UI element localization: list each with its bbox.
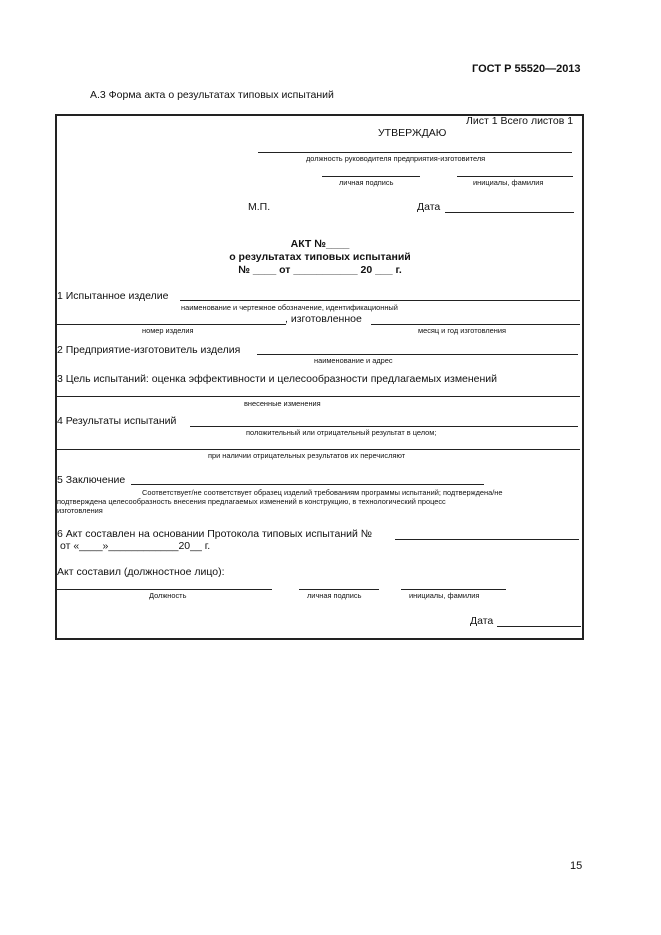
item5-hint-line3: изготовления xyxy=(57,506,103,515)
item1-label: 1 Испытанное изделие xyxy=(57,290,169,302)
approve-label: УТВЕРЖДАЮ xyxy=(378,127,447,139)
signature-line[interactable] xyxy=(322,176,420,177)
date-line-top[interactable] xyxy=(445,212,574,213)
item5-line[interactable] xyxy=(131,484,484,485)
item4-line2[interactable] xyxy=(57,449,580,450)
item3-label: 3 Цель испытаний: оценка эффективности и целесообразности предлагаемых изменений xyxy=(57,373,498,385)
signature2-hint: личная подпись xyxy=(307,591,362,600)
item5-hint-line2: подтверждена целесообразность внесения предлагаемых изменений в конструкцию, в технологический процесс xyxy=(57,497,446,506)
item6-protocol-line[interactable] xyxy=(395,539,579,540)
item6-label: 6 Акт составлен на основании Протокола типовых испытаний № xyxy=(57,528,373,540)
page-number: 15 xyxy=(570,860,583,872)
item1-manufactured: , изготовленное xyxy=(285,313,362,325)
item1-hint: наименование и чертежное обозначение, идентификационный xyxy=(181,303,398,312)
item1-hint-month: месяц и год изготовления xyxy=(418,326,507,335)
item1-hint-number: номер изделия xyxy=(142,326,194,335)
initials2-line[interactable] xyxy=(401,589,506,590)
item4-line[interactable] xyxy=(190,426,578,427)
date-label-top: Дата xyxy=(417,201,441,213)
item1-month-line[interactable] xyxy=(371,324,580,325)
item3-hint: внесенные изменения xyxy=(244,399,321,408)
initials-line[interactable] xyxy=(457,176,573,177)
act-number-line: № ____ от ___________ 20 ___ г. xyxy=(238,264,402,276)
act-subtitle: о результатах типовых испытаний xyxy=(229,251,411,263)
job-hint: Должность xyxy=(149,591,187,600)
item4-label: 4 Результаты испытаний xyxy=(57,415,177,427)
item5-label: 5 Заключение xyxy=(57,474,126,486)
item3-line[interactable] xyxy=(57,396,580,397)
item2-hint: наименование и адрес xyxy=(314,356,393,365)
sheet-info: Лист 1 Всего листов 1 xyxy=(466,115,574,127)
item1-line[interactable] xyxy=(180,300,580,301)
act-title: АКТ №____ xyxy=(290,238,350,250)
form-caption: А.3 Форма акта о результатах типовых испытаний xyxy=(90,89,334,101)
position-hint: должность руководителя предприятия-изготовителя xyxy=(306,154,486,163)
compiled-by-label: Акт составил (должностное лицо): xyxy=(57,566,225,578)
initials2-hint: инициалы, фамилия xyxy=(409,591,480,600)
item2-label: 2 Предприятие-изготовитель изделия xyxy=(57,344,241,356)
item6-date: от «____»____________20__ г. xyxy=(60,540,211,552)
position-line[interactable] xyxy=(258,152,572,153)
signature2-line[interactable] xyxy=(299,589,379,590)
signature-hint: личная подпись xyxy=(339,178,394,187)
initials-hint: инициалы, фамилия xyxy=(473,178,544,187)
item4-hint2: при наличии отрицательных результатов их перечисляют xyxy=(208,451,406,460)
item2-line[interactable] xyxy=(257,354,578,355)
final-date-label: Дата xyxy=(470,615,494,627)
standard-number: ГОСТ Р 55520—2013 xyxy=(472,63,581,75)
item1-number-line[interactable] xyxy=(57,324,286,325)
item4-hint: положительный или отрицательный результат в целом; xyxy=(246,428,437,437)
job-line[interactable] xyxy=(57,589,272,590)
item5-hint-line1: Соответствует/не соответствует образец изделий требованиям программы испытаний; подтверждена/не xyxy=(142,488,503,497)
stamp-label: М.П. xyxy=(248,201,271,213)
final-date-line[interactable] xyxy=(497,626,581,627)
